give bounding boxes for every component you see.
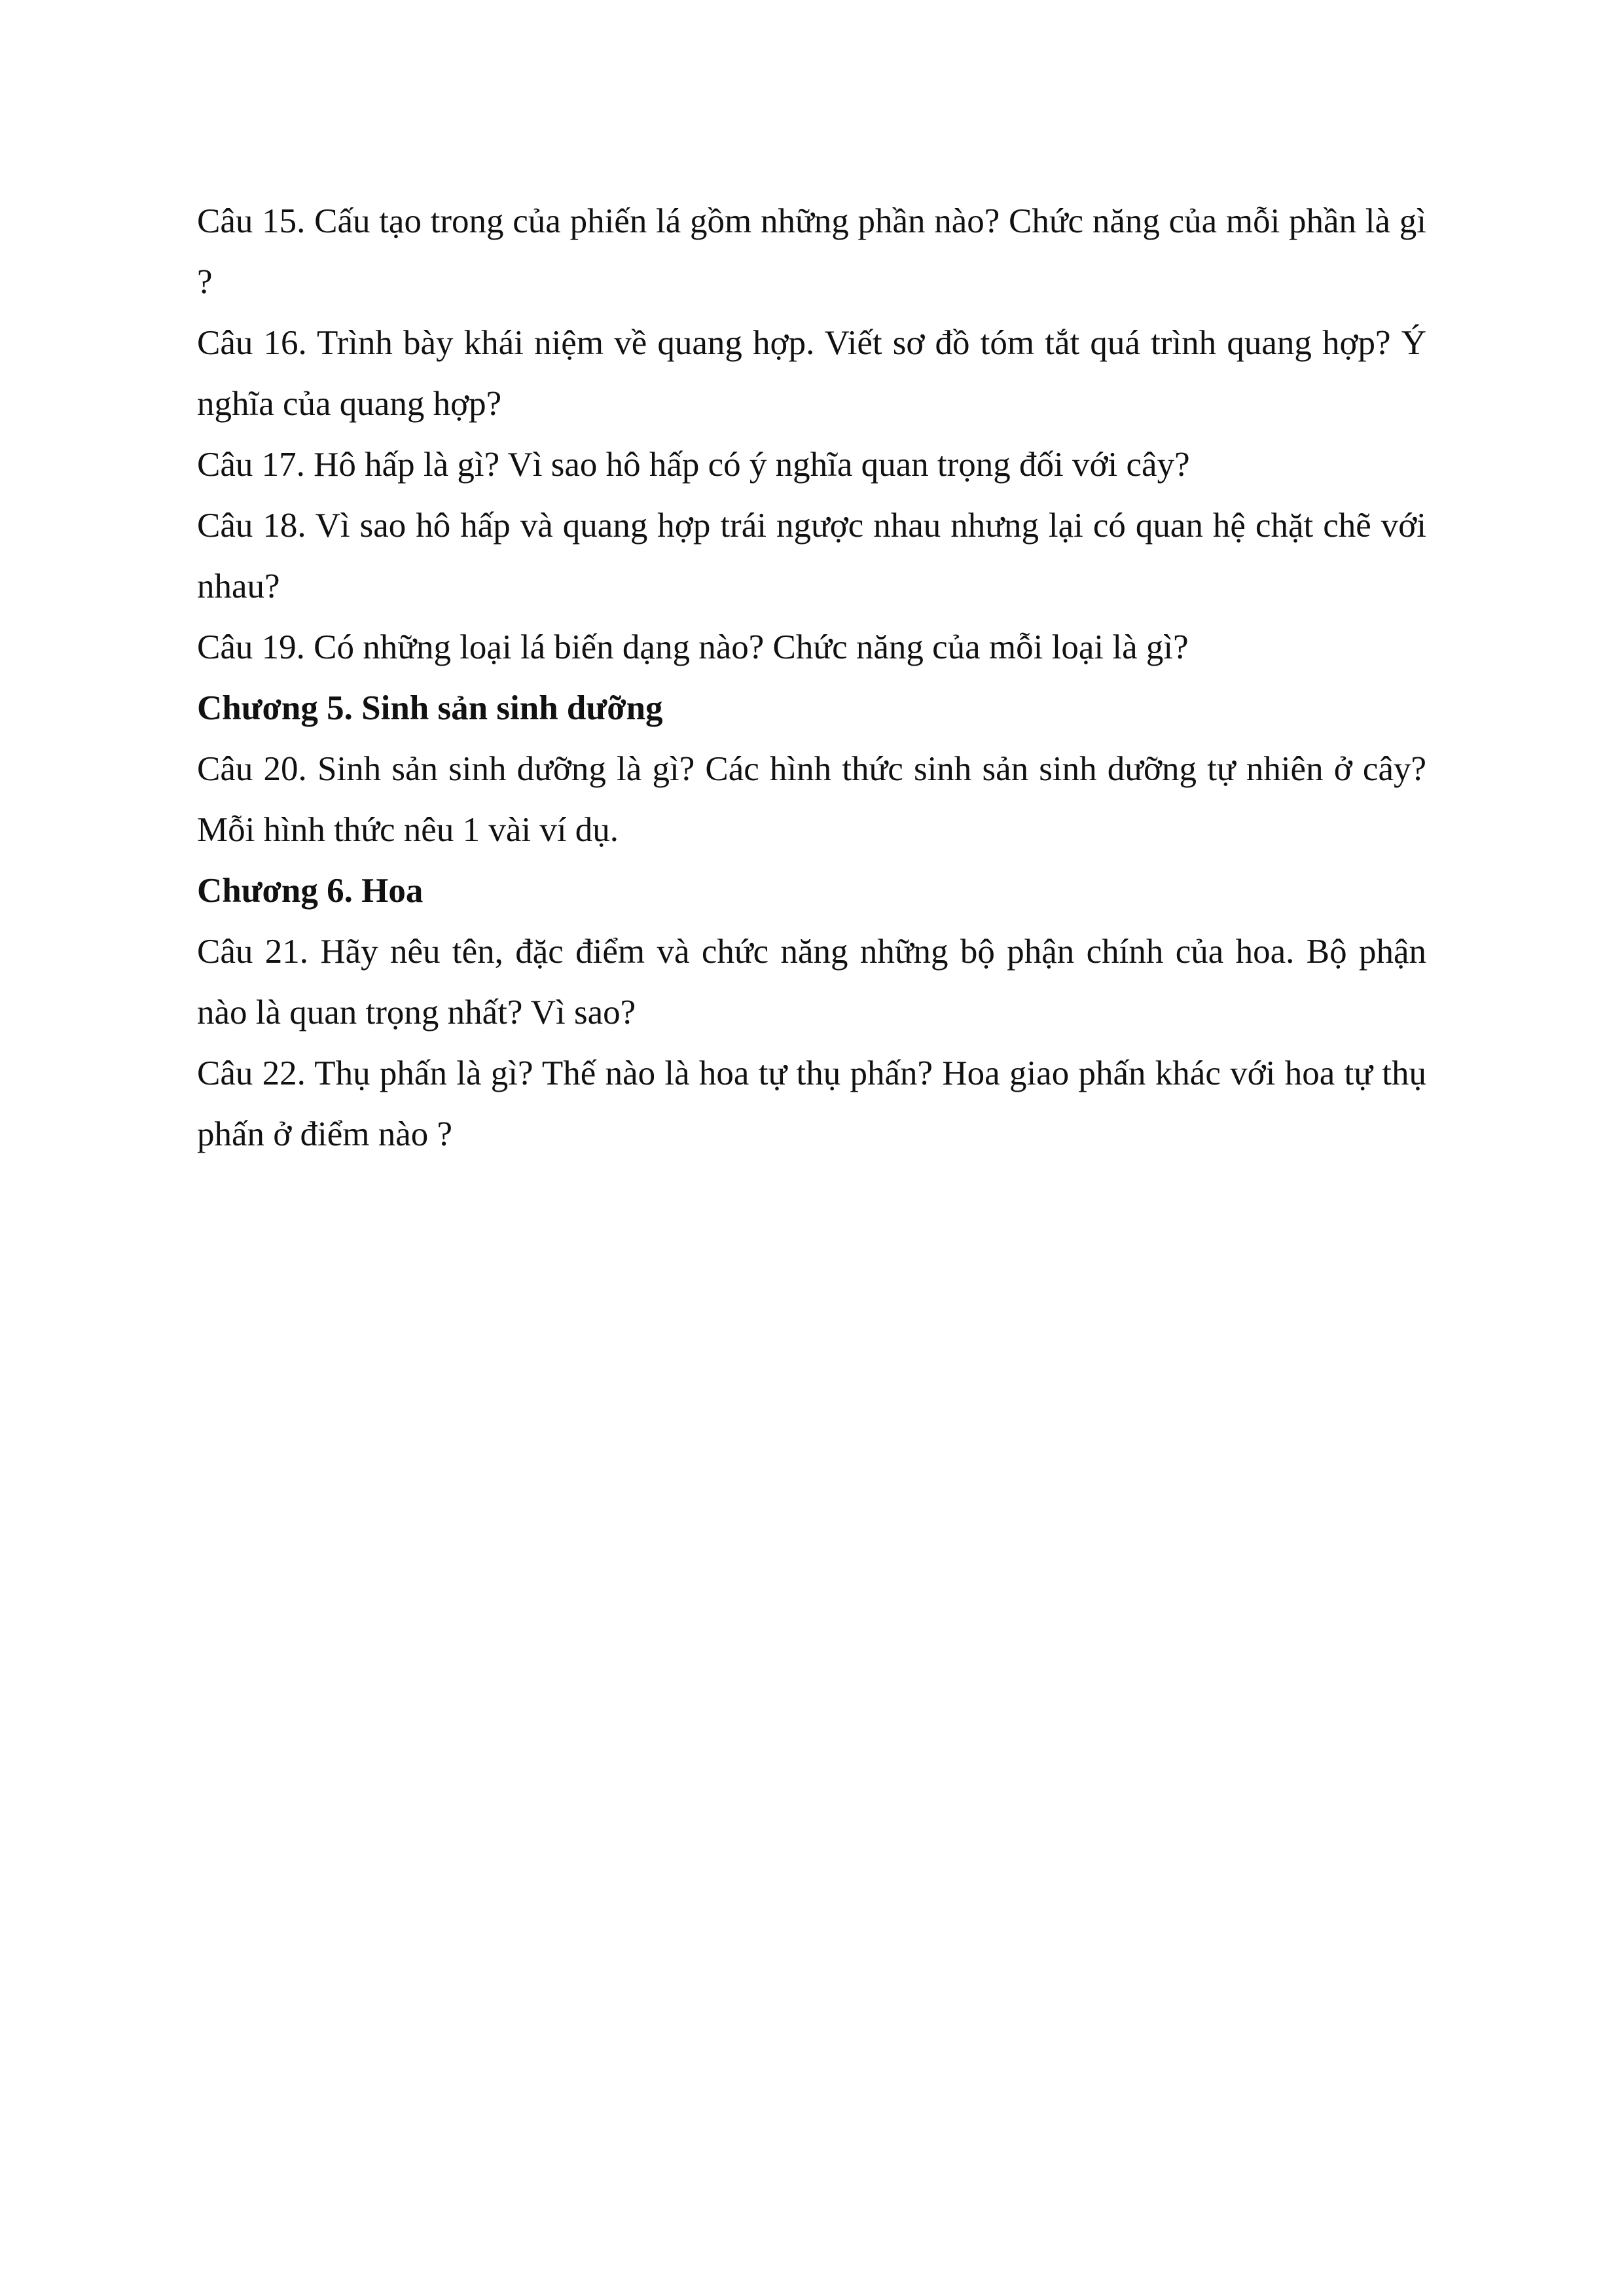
- question-15: Câu 15. Cấu tạo trong của phiến lá gồm những phần nào? Chức năng của mỗi phần là gì ?: [197, 202, 1426, 301]
- question-16: Câu 16. Trình bày khái niệm về quang hợp. Viết sơ đồ tóm tắt quá trình quang hợp? Ý nghĩa của quang hợp?: [197, 324, 1426, 423]
- chapter-5-heading: Chương 5. Sinh sản sinh dưỡng: [197, 689, 663, 727]
- question-18: Câu 18. Vì sao hô hấp và quang hợp trái ngược nhau nhưng lại có quan hệ chặt chẽ với nhau?: [197, 507, 1426, 605]
- question-21: Câu 21. Hãy nêu tên, đặc điểm và chức năng những bộ phận chính của hoa. Bộ phận nào là quan trọng nhất? Vì sao?: [197, 933, 1426, 1031]
- document-body: [197, 191, 1426, 1165]
- question-19: Câu 19. Có những loại lá biến dạng nào? Chức năng của mỗi loại là gì?: [197, 628, 1189, 666]
- question-22: Câu 22. Thụ phấn là gì? Thế nào là hoa tự thụ phấn? Hoa giao phấn khác với hoa tự thụ phấn ở điểm nào ?: [197, 1054, 1426, 1153]
- question-17: Câu 17. Hô hấp là gì? Vì sao hô hấp có ý nghĩa quan trọng đối với cây?: [197, 446, 1190, 484]
- question-20: Câu 20. Sinh sản sinh dưỡng là gì? Các hình thức sinh sản sinh dưỡng tự nhiên ở cây? Mỗi hình thức nêu 1 vài ví dụ.: [197, 750, 1426, 849]
- chapter-6-heading: Chương 6. Hoa: [197, 872, 424, 910]
